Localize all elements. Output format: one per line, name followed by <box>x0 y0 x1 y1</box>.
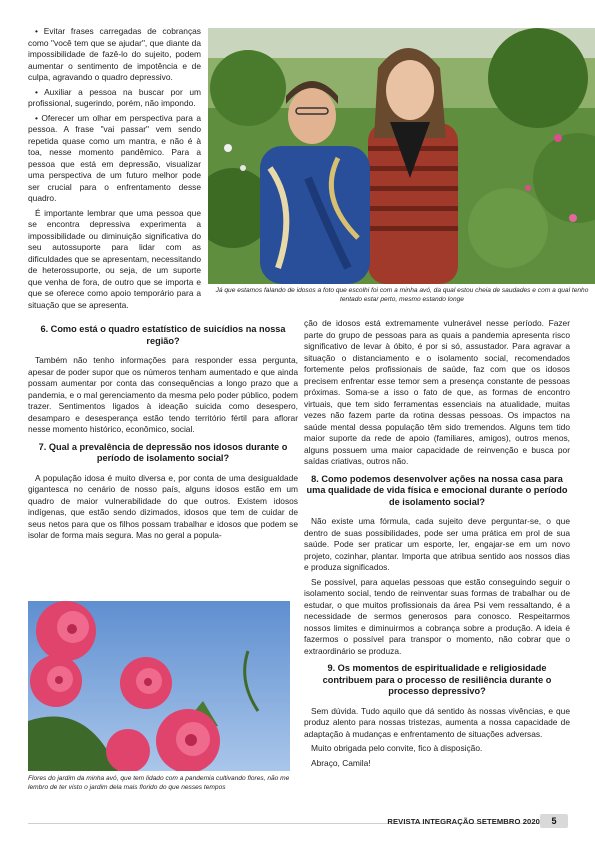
question-7-heading: 7. Qual a prevalência de depressão nos idosos durante o período de isolamento social? <box>38 441 288 463</box>
paragraph-heterosupport: É importante lembrar que uma pessoa que se encontra depressiva experimenta a impossibilidade ou diminuição significativa do seu autossuporte para lidar com as dificuldades que se apresentam, necessitando de heterossuporte, ou seja, de um suporte que venha de fora, de outro que se importa e que se oferece como apoio temporário para a situação que se apresenta. <box>28 207 201 310</box>
answer-7-continued: ção de idosos está extremamente vulnerável nesse período. Fazer parte do grupo de pessoas para as quais a pandemia apresenta risco significativo de levar à óbito, é por si só, assustador. Para agravar a situação o distanciamento e o isolamento social, recomendados fortemente pelos profissionais de saúde, faz com que os idosos precisem enfrentar esse temor sem a presença constante de pessoas próximas. Soma-se a isso o fato de que, as formas de encontro virtuais, que tem sido ferramentas essenciais na atualidade, muitas vezes não fazem parte da rotina dessas pessoas. Os impactos na saúde mental dessa população têm sido tremendos. Alguns tem tido maior suporte da rede de apoio (familiares, amigos), outros menos, alguns possuem uma maior capacidade de reinvenção e busca por saídas criativas, outros não. <box>304 318 570 466</box>
tip-perspective: • Oferecer um olhar em perspectiva para a pessoa. A frase "vai passar" vem sendo repetida quase como um mantra, e não é à toa, nesse momento pandêmico. Para a pessoa que está em depressão, visualizar uma perspectiva de um futuro melhor pode ser crucial para o enfrentamento desse quadro. <box>28 112 201 203</box>
answer-7: A população idosa é muito diversa e, por conta de uma desigualdade gigantesca no cenário de nosso país, alguns idosos estão em um quadro de maior vulnerabilidade do que outros. Existem idosos indígenas, que estão sendo dizimados, idosos que tem de cuidar de seus netos para que os filhos possam trabalhar e idosos que podem se isolar de forma mais segura. Mas no geral a popula- <box>28 472 298 540</box>
tip-seek-professional: • Auxiliar a pessoa na buscar por um profissional, sugerindo, porém, não impondo. <box>28 86 201 108</box>
caption-photo-flowers: Flores do jardim da minha avó, que tem lidado com a pandemia cultivando flores, não me lembro de ter visto o jardim dela mais florido do que nesses tempos <box>28 775 290 791</box>
question-9-heading: 9. Os momentos de espiritualidade e religiosidade contribuem para o processo de resiliência durante o processo depressivo? <box>322 663 552 696</box>
page-number: 5 <box>540 814 568 828</box>
photo-flowers-image <box>28 601 290 771</box>
question-8-heading: 8. Como podemos desenvolver ações na nossa casa para uma qualidade de vida física e emocional durante o período de isolamento social? <box>306 473 568 507</box>
question-6-heading: 6. Como está o quadro estatístico de suicídios na nossa região? <box>40 324 286 346</box>
answer-8-part-2: Se possível, para aquelas pessoas que estão conseguindo seguir o isolamento social, tendo de reinventar suas formas de trabalhar ou de estudar, o que muitos profissionais da área Psi vem ressaltando, é a necessidade de sermos generosos para conosco. Respeitarmos nossos limites e diminuirmos a cobrança sobre a produção. A ideia é fazermos o possível para transpor o momento, não cobrar que o extraordinário se produza. <box>304 576 570 656</box>
tip-avoid-pressure: • Evitar frases carregadas de cobranças como "você tem que se ajudar", que diante da impossibilidade de fazê-lo do sujeito, podem aumentar o sentimento de impotência e de culpa, agravando o quadro depressivo. <box>28 26 201 82</box>
answer-6: Também não tenho informações para responder essa pergunta, apesar de poder supor que os números tenham aumentado e que ainda possam aumentar por conta das consequências a longo prazo que a pandemia, e o mal gerenciamento da mesma pelo poder público, podem trazer. Sentimentos ligados à ideação suicida como desespero, desamparo e desesperança estão tendo território fértil para aflorar nesse momento histórico, econômico, social. <box>28 355 298 434</box>
closing-signature: Abraço, Camila! <box>311 757 371 768</box>
photo-grandmother <box>208 28 595 284</box>
left-column-top-text <box>28 26 201 314</box>
right-column-text <box>304 318 570 772</box>
answer-9: Sem dúvida. Tudo aquilo que dá sentido às nossas vivências, e que produz alento para nossas tristezas, aumenta a nossa capacidade de adaptação à mudanças e enfrentamento de situações adversas. <box>304 705 570 739</box>
answer-8-part-1: Não existe uma fórmula, cada sujeito deve perguntar-se, o que dentro de suas possibilidades, pode ser uma prática em prol de sua saúde. Pode ser praticar um esporte, ler, engajar-se em um novo projeto, cozinhar, plantar. Importa que atribua sentido aos nossos dias e produza significados. <box>304 516 570 572</box>
photo-flowers <box>28 601 290 771</box>
left-column-text <box>28 318 298 545</box>
closing-thanks: Muito obrigada pelo convite, fico à disposição. <box>311 743 483 753</box>
footer-magazine-title: REVISTA INTEGRAÇÃO SETEMBRO 2020 <box>387 817 540 826</box>
caption-photo-grandmother: Já que estamos falando de idosos a foto que escolhi foi com a minha avó, da qual estou cheia de saudades e com a qual tenho tentado estar perto, mesmo estando longe <box>215 287 589 303</box>
photo-grandmother-image <box>208 28 595 284</box>
